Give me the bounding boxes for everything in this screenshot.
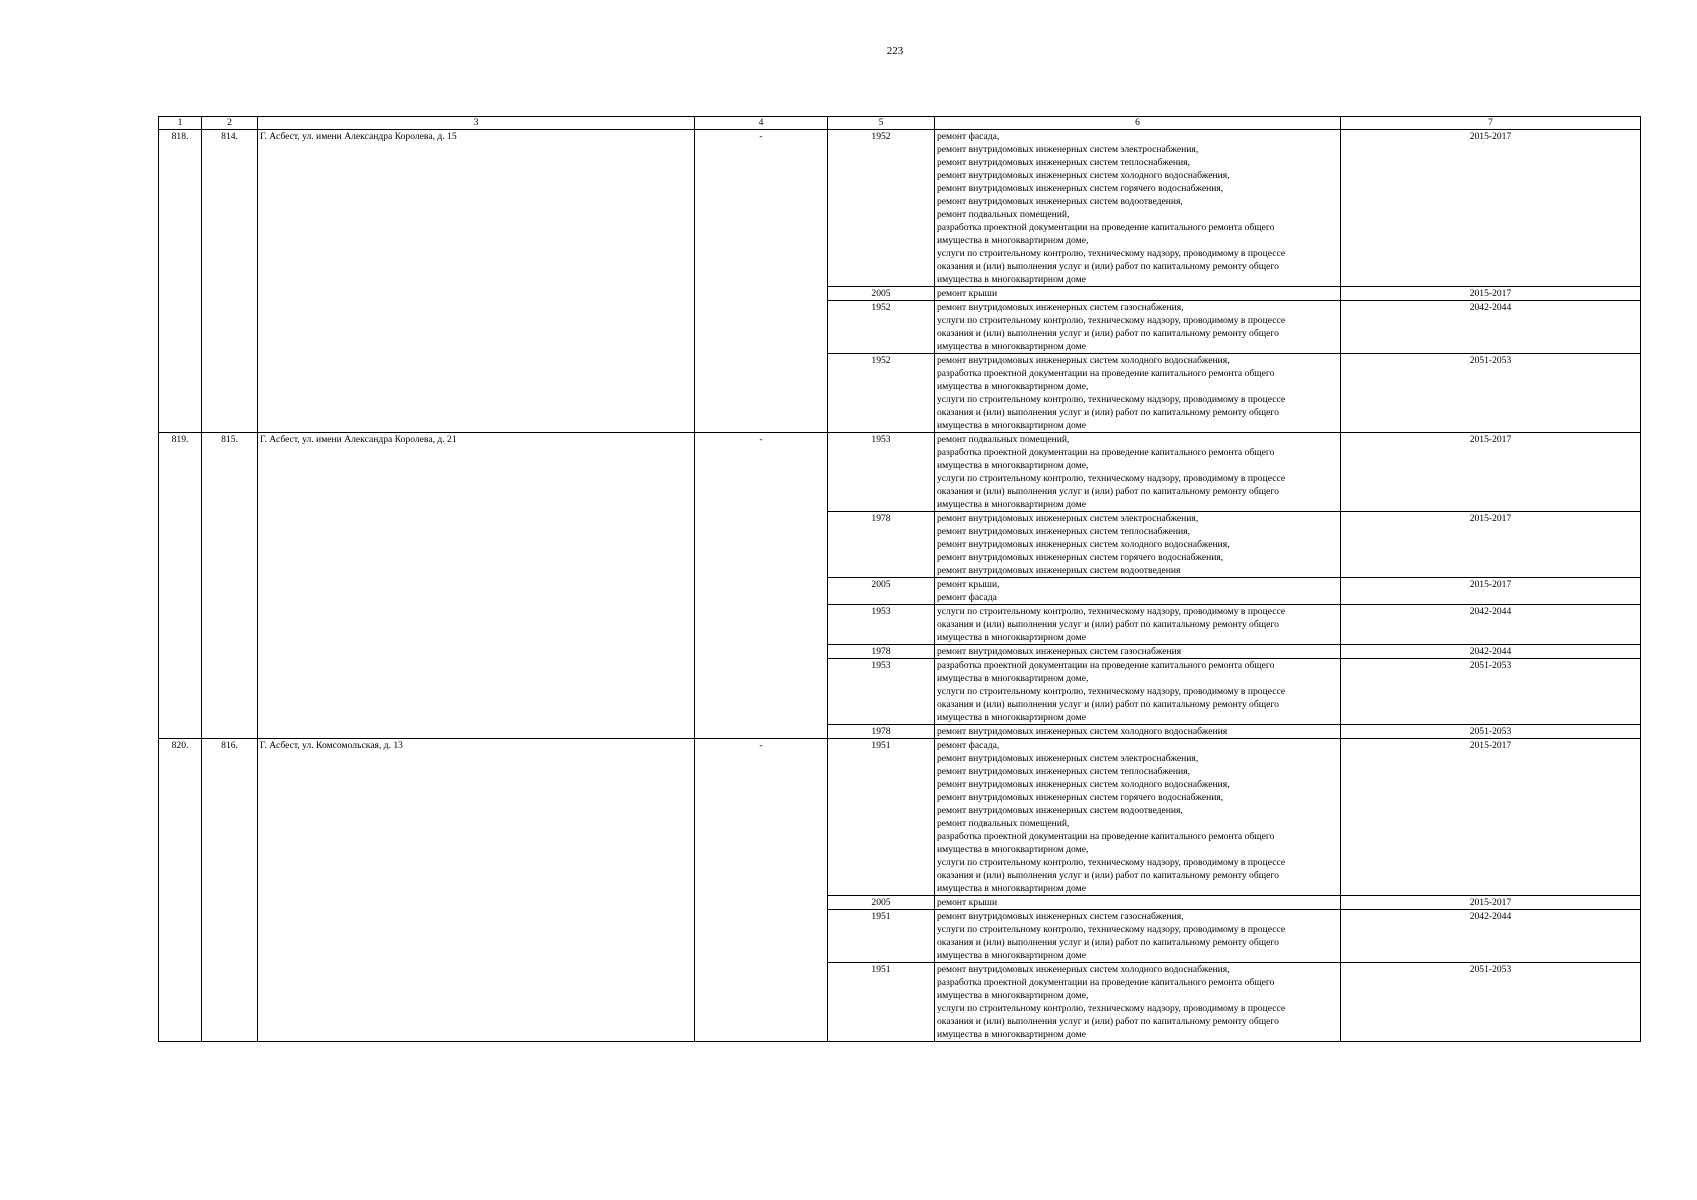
- work-line: ремонт внутридомовых инженерных систем газоснабжения: [937, 646, 1182, 657]
- period-cell: 2015-2017: [1341, 130, 1641, 287]
- work-line: имущества в многоквартирном доме,: [937, 673, 1089, 684]
- period-cell: 2015-2017: [1341, 512, 1641, 578]
- year-cell: 1952: [828, 301, 935, 354]
- work-line: услуги по строительному контролю, техническому надзору, проводимому в процессе: [937, 606, 1286, 617]
- work-line: имущества в многоквартирном доме,: [937, 844, 1089, 855]
- works-cell: [935, 605, 1341, 645]
- work-line: услуги по строительному контролю, техническому надзору, проводимому в процессе: [937, 248, 1286, 259]
- year-cell: 1951: [828, 963, 935, 1042]
- work-line: ремонт внутридомовых инженерных систем теплоснабжения,: [937, 157, 1190, 168]
- house-number-cell: 815.: [202, 433, 258, 739]
- year-cell: 1953: [828, 433, 935, 512]
- period-cell: 2015-2017: [1341, 578, 1641, 605]
- works-cell: [935, 910, 1341, 963]
- work-line: ремонт внутридомовых инженерных систем холодного водоснабжения,: [937, 779, 1230, 790]
- works-cell: [935, 301, 1341, 354]
- period-cell: 2015-2017: [1341, 433, 1641, 512]
- period-cell: 2051-2053: [1341, 659, 1641, 725]
- works-cell: [935, 130, 1341, 287]
- work-line: имущества в многоквартирном доме: [937, 341, 1086, 352]
- work-line: ремонт крыши: [937, 897, 998, 908]
- work-line: ремонт внутридомовых инженерных систем горячего водоснабжения,: [937, 792, 1224, 803]
- period-cell: 2042-2044: [1341, 605, 1641, 645]
- address-cell: Г. Асбест, ул. имени Александра Королева, д. 21: [258, 433, 695, 739]
- work-line: ремонт внутридомовых инженерных систем газоснабжения,: [937, 302, 1184, 313]
- work-line: услуги по строительному контролю, техническому надзору, проводимому в процессе: [937, 315, 1286, 326]
- record-number-cell: 818.: [159, 130, 202, 433]
- year-cell: 1978: [828, 512, 935, 578]
- work-line: ремонт внутридомовых инженерных систем водоотведения,: [937, 196, 1183, 207]
- works-cell: [935, 354, 1341, 433]
- work-line: ремонт крыши: [937, 288, 998, 299]
- year-cell: 1953: [828, 659, 935, 725]
- column-header: 6: [935, 117, 1341, 130]
- year-cell: 2005: [828, 287, 935, 301]
- work-line: ремонт внутридомовых инженерных систем горячего водоснабжения,: [937, 552, 1224, 563]
- work-line: ремонт внутридомовых инженерных систем холодного водоснабжения,: [937, 170, 1230, 181]
- work-line: ремонт внутридомовых инженерных систем электроснабжения,: [937, 753, 1199, 764]
- work-line: разработка проектной документации на проведение капитального ремонта общего: [937, 831, 1275, 842]
- column-4-cell: -: [695, 130, 828, 433]
- period-cell: 2051-2053: [1341, 354, 1641, 433]
- table-header: [159, 117, 1641, 130]
- works-cell: [935, 963, 1341, 1042]
- work-line: оказания и (или) выполнения услуг и (или) работ по капитальному ремонту общего: [937, 870, 1279, 881]
- table-row: [159, 130, 1641, 287]
- work-line: имущества в многоквартирном доме: [937, 420, 1086, 431]
- year-cell: 1978: [828, 645, 935, 659]
- work-line: услуги по строительному контролю, техническому надзору, проводимому в процессе: [937, 686, 1286, 697]
- work-line: оказания и (или) выполнения услуг и (или) работ по капитальному ремонту общего: [937, 699, 1279, 710]
- work-line: ремонт фасада,: [937, 740, 1000, 751]
- work-line: ремонт внутридомовых инженерных систем водоотведения: [937, 565, 1181, 576]
- year-cell: 1952: [828, 354, 935, 433]
- period-cell: 2051-2053: [1341, 725, 1641, 739]
- works-cell: [935, 578, 1341, 605]
- work-line: имущества в многоквартирном доме: [937, 883, 1086, 894]
- works-cell: [935, 739, 1341, 896]
- house-number-cell: 814.: [202, 130, 258, 433]
- year-cell: 2005: [828, 896, 935, 910]
- period-cell: 2015-2017: [1341, 896, 1641, 910]
- works-cell: [935, 645, 1341, 659]
- period-cell: 2042-2044: [1341, 301, 1641, 354]
- work-line: ремонт подвальных помещений,: [937, 434, 1070, 445]
- work-line: ремонт внутридомовых инженерных систем водоотведения,: [937, 805, 1183, 816]
- period-cell: 2042-2044: [1341, 910, 1641, 963]
- works-cell: [935, 659, 1341, 725]
- year-cell: 1953: [828, 605, 935, 645]
- work-line: имущества в многоквартирном доме: [937, 1029, 1086, 1040]
- record-number-cell: 820.: [159, 739, 202, 1042]
- work-line: ремонт подвальных помещений,: [937, 209, 1070, 220]
- work-line: оказания и (или) выполнения услуг и (или) работ по капитальному ремонту общего: [937, 619, 1279, 630]
- work-line: разработка проектной документации на проведение капитального ремонта общего: [937, 660, 1275, 671]
- work-line: ремонт внутридомовых инженерных систем теплоснабжения,: [937, 526, 1190, 537]
- table-body: [159, 130, 1641, 1042]
- work-line: оказания и (или) выполнения услуг и (или) работ по капитальному ремонту общего: [937, 1016, 1279, 1027]
- work-line: ремонт внутридомовых инженерных систем электроснабжения,: [937, 144, 1199, 155]
- work-line: ремонт фасада,: [937, 131, 1000, 142]
- period-cell: 2015-2017: [1341, 287, 1641, 301]
- period-cell: 2015-2017: [1341, 739, 1641, 896]
- address-cell: Г. Асбест, ул. Комсомольская, д. 13: [258, 739, 695, 1042]
- work-line: имущества в многоквартирном доме,: [937, 990, 1089, 1001]
- column-header: 7: [1341, 117, 1641, 130]
- work-line: услуги по строительному контролю, техническому надзору, проводимому в процессе: [937, 394, 1286, 405]
- work-line: разработка проектной документации на проведение капитального ремонта общего: [937, 222, 1275, 233]
- work-line: имущества в многоквартирном доме,: [937, 460, 1089, 471]
- work-line: имущества в многоквартирном доме: [937, 499, 1086, 510]
- work-line: имущества в многоквартирном доме: [937, 950, 1086, 961]
- work-line: ремонт внутридомовых инженерных систем газоснабжения,: [937, 911, 1184, 922]
- address-cell: Г. Асбест, ул. имени Александра Королева, д. 15: [258, 130, 695, 433]
- works-cell: [935, 896, 1341, 910]
- table-row: [159, 739, 1641, 896]
- column-4-cell: -: [695, 433, 828, 739]
- work-line: ремонт внутридомовых инженерных систем теплоснабжения,: [937, 766, 1190, 777]
- table-row: [159, 433, 1641, 512]
- work-line: ремонт внутридомовых инженерных систем электроснабжения,: [937, 513, 1199, 524]
- work-line: оказания и (или) выполнения услуг и (или) работ по капитальному ремонту общего: [937, 261, 1279, 272]
- work-line: оказания и (или) выполнения услуг и (или) работ по капитальному ремонту общего: [937, 937, 1279, 948]
- work-line: имущества в многоквартирном доме,: [937, 381, 1089, 392]
- column-4-cell: -: [695, 739, 828, 1042]
- work-line: услуги по строительному контролю, техническому надзору, проводимому в процессе: [937, 857, 1286, 868]
- column-header: 1: [159, 117, 202, 130]
- work-line: ремонт внутридомовых инженерных систем холодного водоснабжения,: [937, 964, 1230, 975]
- year-cell: 1951: [828, 739, 935, 896]
- work-line: оказания и (или) выполнения услуг и (или) работ по капитальному ремонту общего: [937, 407, 1279, 418]
- work-line: оказания и (или) выполнения услуг и (или) работ по капитальному ремонту общего: [937, 328, 1279, 339]
- column-number-row: [159, 117, 1641, 130]
- column-header: 4: [695, 117, 828, 130]
- work-line: имущества в многоквартирном доме: [937, 632, 1086, 643]
- column-header: 2: [202, 117, 258, 130]
- work-line: ремонт крыши,: [937, 579, 1000, 590]
- record-number-cell: 819.: [159, 433, 202, 739]
- work-line: ремонт фасада: [937, 592, 997, 603]
- year-cell: 1952: [828, 130, 935, 287]
- works-cell: [935, 512, 1341, 578]
- repair-schedule-table: [158, 116, 1641, 1042]
- year-cell: 2005: [828, 578, 935, 605]
- work-line: оказания и (или) выполнения услуг и (или) работ по капитальному ремонту общего: [937, 486, 1279, 497]
- work-line: услуги по строительному контролю, техническому надзору, проводимому в процессе: [937, 473, 1286, 484]
- work-line: ремонт внутридомовых инженерных систем холодного водоснабжения: [937, 726, 1228, 737]
- work-line: разработка проектной документации на проведение капитального ремонта общего: [937, 977, 1275, 988]
- house-number-cell: 816.: [202, 739, 258, 1042]
- work-line: ремонт внутридомовых инженерных систем горячего водоснабжения,: [937, 183, 1224, 194]
- period-cell: 2051-2053: [1341, 963, 1641, 1042]
- year-cell: 1951: [828, 910, 935, 963]
- work-line: имущества в многоквартирном доме: [937, 712, 1086, 723]
- work-line: разработка проектной документации на проведение капитального ремонта общего: [937, 368, 1275, 379]
- column-header: 5: [828, 117, 935, 130]
- column-header: 3: [258, 117, 695, 130]
- works-cell: [935, 287, 1341, 301]
- work-line: ремонт внутридомовых инженерных систем холодного водоснабжения,: [937, 355, 1230, 366]
- work-line: услуги по строительному контролю, техническому надзору, проводимому в процессе: [937, 924, 1286, 935]
- work-line: имущества в многоквартирном доме: [937, 274, 1086, 285]
- works-cell: [935, 433, 1341, 512]
- work-line: ремонт внутридомовых инженерных систем холодного водоснабжения,: [937, 539, 1230, 550]
- work-line: услуги по строительному контролю, техническому надзору, проводимому в процессе: [937, 1003, 1286, 1014]
- work-line: имущества в многоквартирном доме,: [937, 235, 1089, 246]
- work-line: ремонт подвальных помещений,: [937, 818, 1070, 829]
- page-number: 223: [886, 45, 904, 57]
- period-cell: 2042-2044: [1341, 645, 1641, 659]
- work-line: разработка проектной документации на проведение капитального ремонта общего: [937, 447, 1275, 458]
- year-cell: 1978: [828, 725, 935, 739]
- works-cell: [935, 725, 1341, 739]
